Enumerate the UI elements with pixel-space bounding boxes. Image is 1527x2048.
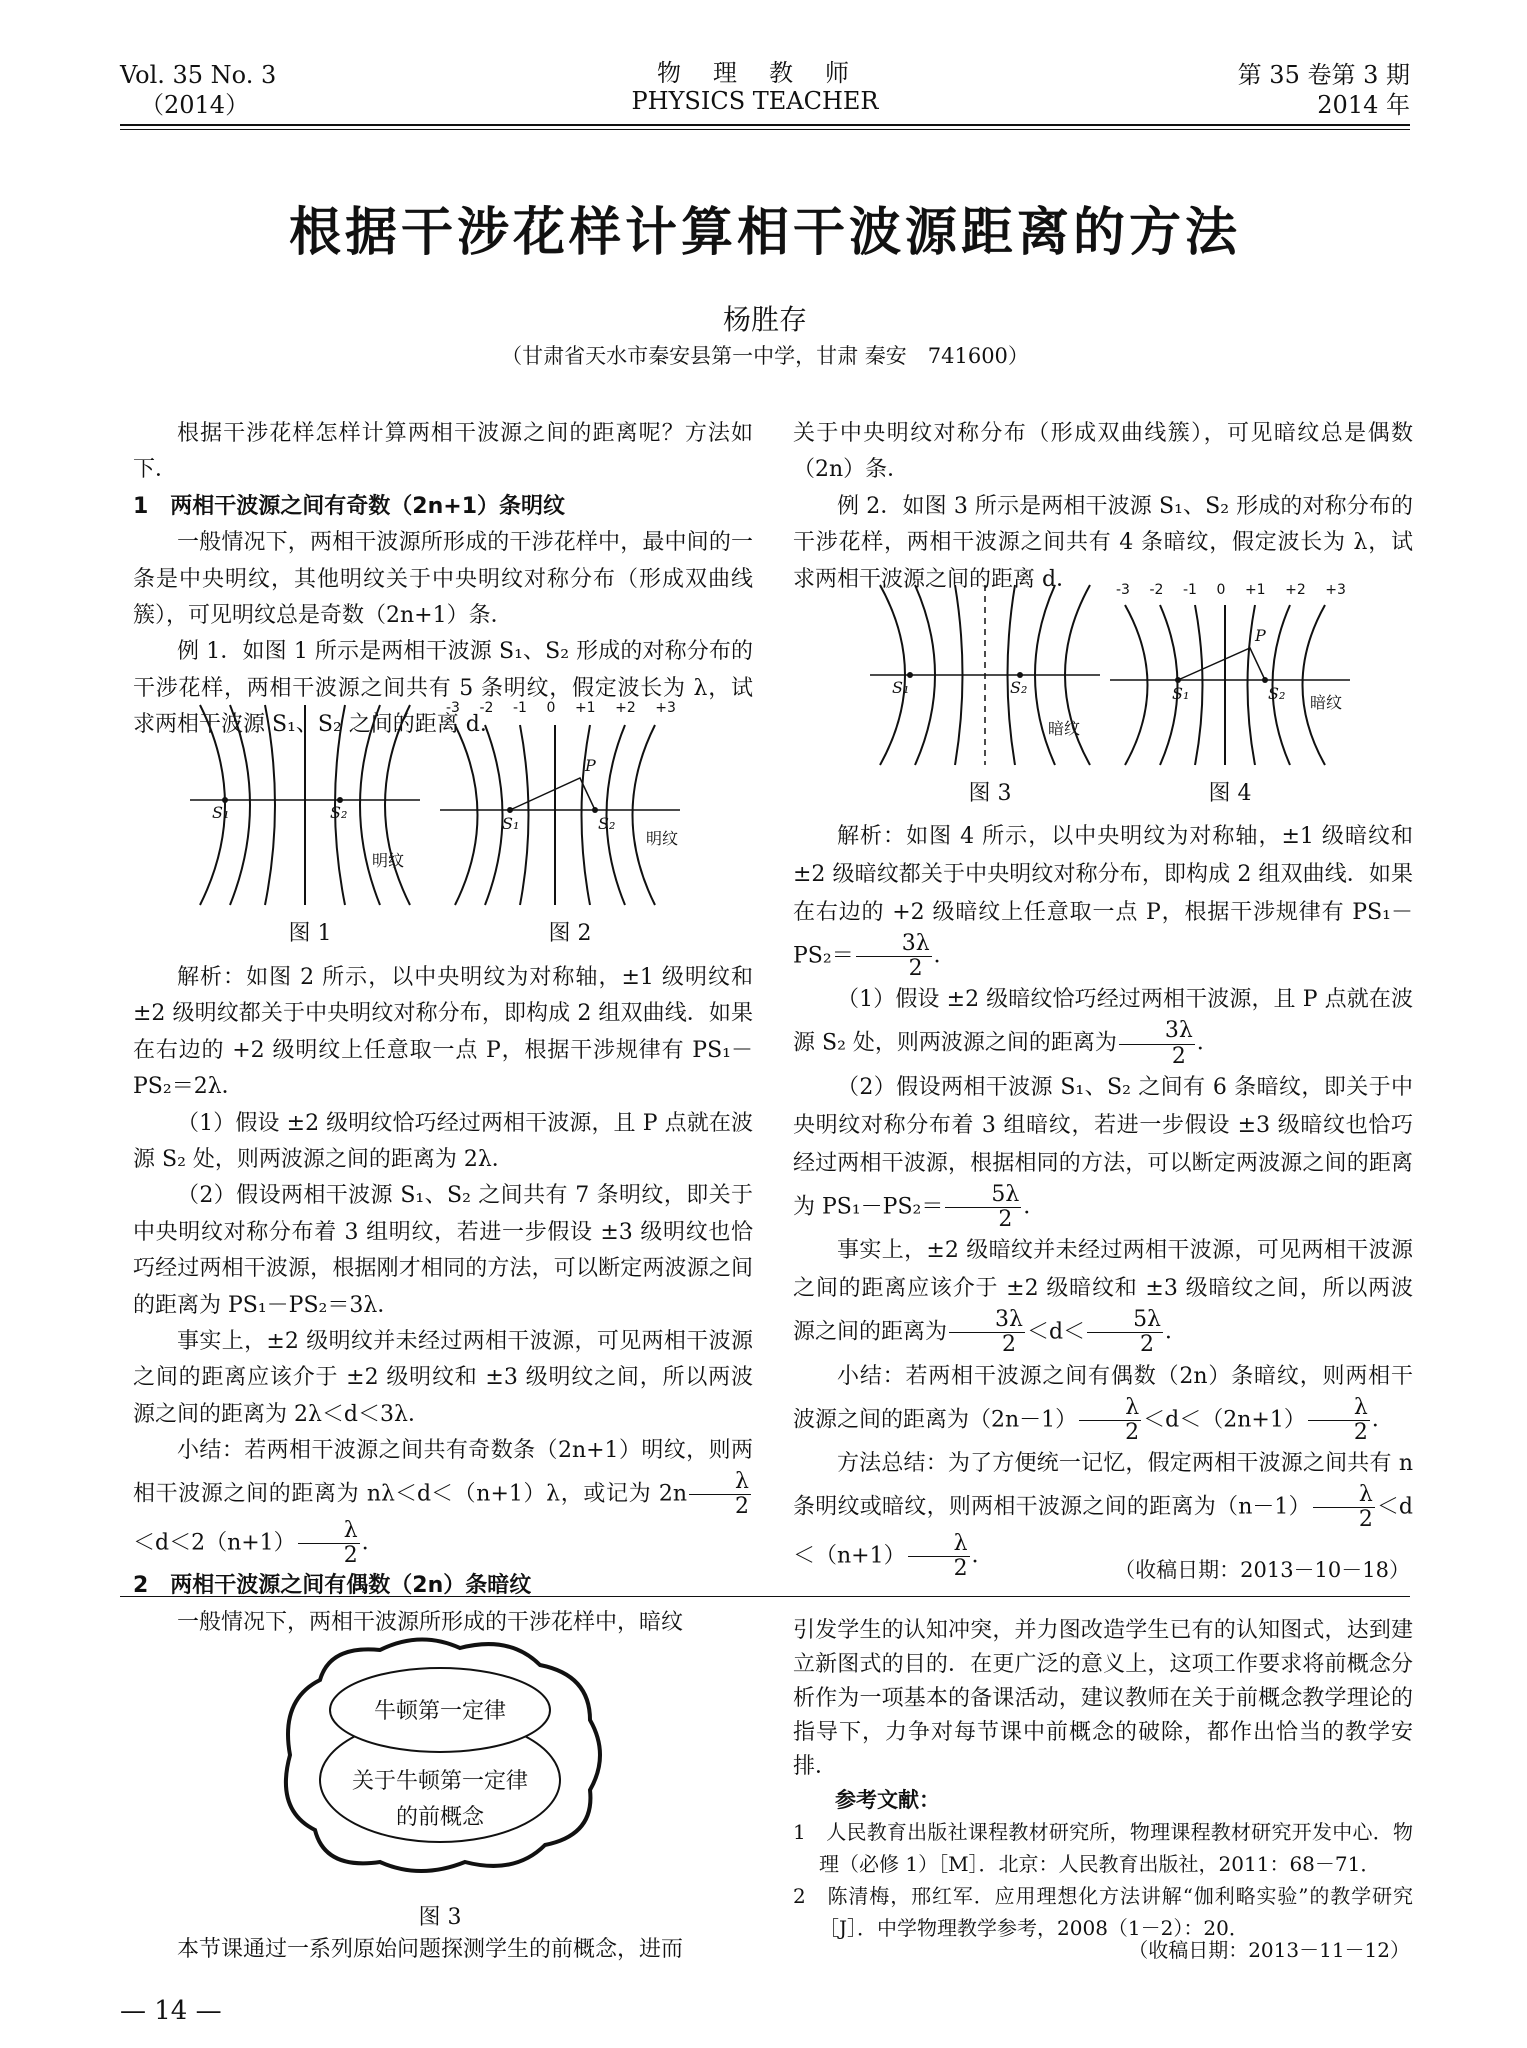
page-number: — 14 — [120, 1996, 222, 2026]
year-label: （2014） [140, 91, 250, 119]
fig2-s2-label: S₂ [598, 814, 616, 833]
year-cn-label: 2014 年 [1317, 91, 1410, 119]
numerator: 3λ [1119, 1019, 1195, 1044]
fig2-p-label: P [585, 756, 596, 775]
numerator: λ [689, 1470, 751, 1495]
order-label: 0 [1216, 582, 1226, 598]
fraction [1313, 1483, 1375, 1532]
numerator: 3λ [856, 932, 932, 957]
reference-1: 1 人民教育出版社课程教材研究所，物理课程教材研究开发中心．物理（必修 1）［M］．北京：人民教育出版社，2011：68－71． [793, 1820, 1413, 1876]
period: ． [933, 943, 956, 969]
fraction [298, 1519, 360, 1568]
denominator: 2 [1001, 1332, 1016, 1358]
fig4-s2-label: S₂ [1268, 684, 1286, 703]
figure-3-caption: 图 3 [968, 781, 1012, 806]
fraction [949, 1308, 1025, 1357]
intro-paragraph: 根据干涉花样怎样计算两相干波源之间的距离呢？方法如下． [133, 421, 753, 483]
example-1: 例 1．如图 1 所示是两相干波源 S₁、S₂ 形成的对称分布的干涉花样，两相干波源之间共有 5 条明纹，假定波长为 λ，试求两相干波源 S₁、S₂ 之间的距离 d． [133, 639, 753, 738]
numerator: 3λ [949, 1308, 1025, 1333]
reference-2: 2 陈清梅，邢红军．应用理想化方法讲解“伽利略实验”的教学研究［J］．中学物理教学参考，2008（1－2）：20． [793, 1884, 1413, 1940]
order-label: -2 [479, 700, 494, 716]
fig3-s1-label: S₁ [892, 678, 910, 697]
order-label: +1 [1244, 582, 1266, 598]
references-title: 参考文献： [835, 1788, 940, 1812]
section-2-continued: 关于中央明纹对称分布（形成双曲线簇），可见暗纹总是偶数（2n）条． [793, 421, 1413, 483]
numerator: λ [1313, 1483, 1375, 1508]
author: 杨胜存 [722, 303, 807, 336]
figure-2 [440, 720, 680, 910]
fraction [856, 932, 932, 981]
section-1-heading: 1 两相干波源之间有奇数（2n+1）条明纹 [133, 493, 566, 519]
fig2-s1-label: S₁ [502, 814, 520, 833]
analysis-2-case-1-text: （1）假设 ±2 级暗纹恰巧经过两相干波源，且 P 点就在波源 S₂ 处，则两波源之间的距离为 [793, 987, 1413, 1057]
numerator: λ [298, 1519, 360, 1544]
denominator: 2 [735, 1493, 749, 1519]
received-date-2: （收稿日期：2013－11－12） [1128, 1938, 1410, 1962]
period: ． [1371, 1407, 1394, 1433]
fig1-s2-label: S₂ [330, 803, 348, 822]
left-column-bottom [133, 960, 753, 1641]
figure-3 [870, 580, 1100, 770]
fraction [908, 1532, 970, 1581]
oval-bottom-label-2: 的前概念 [395, 1805, 484, 1830]
analysis-2 [793, 818, 1413, 981]
article-title: 根据干涉花样计算相干波源距离的方法 [288, 203, 1241, 263]
lower-left-text: 本节课通过一系列原始问题探测学生的前概念，进而 [177, 1937, 684, 1962]
period: ． [1165, 1319, 1188, 1345]
period: ． [1023, 1194, 1046, 1220]
numerator: λ [908, 1532, 970, 1557]
fig1-s1-label: S₁ [212, 803, 230, 822]
fig4-p-label: P [1255, 626, 1266, 645]
summary-2-text: 小结：若两相干波源之间有偶数（2n）条暗纹，则两相干波源之间的距离为（2n－1） [793, 1363, 1413, 1433]
preconception-diagram [270, 1630, 610, 1880]
analysis-1-case-1: （1）假设 ±2 级明纹恰巧经过两相干波源，且 P 点就在波源 S₂ 处，则两波源之间的距离为 2λ． [133, 1110, 753, 1173]
section-1-paragraph: 一般情况下，两相干波源所形成的干涉花样中，最中间的一条是中央明纹，其他明纹关于中央明纹对称分布（形成双曲线簇），可见明纹总是奇数（2n+1）条． [133, 530, 753, 629]
analysis-2-fact [793, 1232, 1413, 1357]
denominator: 2 [1140, 1332, 1155, 1358]
header-rule-thin [120, 129, 1410, 130]
lower-right-column [793, 1614, 1413, 1944]
fig2-order-labels [446, 700, 676, 716]
volume-label: Vol. 35 No. 3 [120, 61, 277, 89]
oval-top-label: 牛顿第一定律 [373, 1699, 506, 1724]
numerator: 5λ [1087, 1308, 1163, 1333]
example-2: 例 2．如图 3 所示是两相干波源 S₁、S₂ 形成的对称分布的干涉花样，两相干波源之间共有 4 条暗纹，假定波长为 λ，试求两相干波源之间的距离 d． [793, 493, 1413, 592]
analysis-1-fact: 事实上，±2 级明纹并未经过两相干波源，可见两相干波源之间的距离应该介于 ±2 级明纹和 ±3 级明纹之间，所以两波源之间的距离为 2λ＜d＜3λ． [133, 1329, 753, 1427]
summary-2 [793, 1358, 1413, 1445]
right-column-top [793, 416, 1413, 598]
order-label: +1 [574, 700, 596, 716]
period: ． [971, 1543, 994, 1569]
numerator: λ [1308, 1396, 1370, 1421]
method-summary-text: 方法总结：为了方便统一记忆，假定两相干波源之间共有 n 条明纹或暗纹，则两相干波源之间的距离为（n－1） [793, 1450, 1413, 1520]
summary-1 [133, 1433, 753, 1568]
left-column-top [133, 416, 753, 744]
inequality: ＜d＜ [1026, 1319, 1086, 1345]
analysis-2-case-2 [793, 1069, 1413, 1232]
right-column-bottom [793, 818, 1413, 1582]
summary-1-end: ． [361, 1530, 384, 1556]
journal-name-cn: 物 理 教 师 [657, 59, 853, 87]
figure-1-caption: 图 1 [288, 921, 332, 946]
fraction [1308, 1396, 1370, 1445]
summary-2-mid: ＜d＜（2n+1） [1143, 1407, 1306, 1433]
section-2-heading: 2 两相干波源之间有偶数（2n）条暗纹 [133, 1573, 532, 1599]
order-label: -3 [1116, 582, 1130, 598]
analysis-1-case-2: （2）假设两相干波源 S₁、S₂ 之间共有 7 条明纹，即关于中央明纹对称分布着 3 组明纹，若进一步假设 ±3 级明纹也恰巧经过两相干波源，根据刚才相同的方法，可以断定两波源之间的距离为 PS₁－PS₂＝3λ． [133, 1183, 753, 1318]
analysis-2-case-2-text: （2）假设两相干波源 S₁、S₂ 之间有 6 条暗纹，即关于中央明纹对称分布着 3 组暗纹，若进一步假设 ±3 级暗纹也恰巧经过两相干波源，根据相同的方法，可以断定两波源之间的距离为 PS₁－PS₂＝ [793, 1074, 1413, 1220]
fig2-bright-label: 明纹 [646, 829, 679, 848]
denominator: 2 [908, 956, 923, 982]
denominator: 2 [1353, 1419, 1368, 1445]
journal-name-en: PHYSICS TEACHER [631, 87, 879, 115]
fig3-dark-label: 暗纹 [1048, 719, 1081, 738]
denominator: 2 [1171, 1043, 1186, 1069]
fraction [945, 1183, 1021, 1232]
fig3-s2-label: S₂ [1010, 678, 1028, 697]
fig4-order-labels [1116, 582, 1346, 598]
affiliation: （甘肃省天水市秦安县第一中学，甘肃 秦安 741600） [501, 344, 1029, 368]
method-summary-mid: ＜d＜（n+1） [793, 1494, 1413, 1569]
fraction [1119, 1019, 1195, 1068]
fraction [1079, 1396, 1141, 1445]
numerator: λ [1079, 1396, 1141, 1421]
denominator: 2 [1125, 1419, 1140, 1445]
fig1-bright-label: 明纹 [372, 851, 405, 870]
order-label: -2 [1149, 582, 1164, 598]
figure-3b-caption: 图 3 [418, 1905, 462, 1930]
summary-1-text: 小结：若两相干波源之间共有奇数条（2n+1）明纹，则两相干波源之间的距离为 nλ＜d＜（n+1）λ，或记为 2n [133, 1438, 753, 1507]
period: ． [1196, 1031, 1219, 1057]
order-label: +2 [615, 700, 636, 716]
figure-4-caption: 图 4 [1208, 781, 1252, 806]
fig4-dark-label: 暗纹 [1310, 693, 1343, 712]
issue-label: 第 35 卷第 3 期 [1237, 61, 1410, 89]
order-label: -1 [1183, 582, 1197, 598]
fig4-s1-label: S₁ [1172, 684, 1190, 703]
figure-4 [1110, 600, 1350, 770]
analysis-2-case-1 [793, 981, 1413, 1068]
section-2-paragraph: 一般情况下，两相干波源所形成的干涉花样中，暗纹 [177, 1609, 684, 1635]
order-label: -3 [446, 700, 460, 716]
denominator: 2 [1358, 1507, 1373, 1533]
fraction [689, 1470, 751, 1519]
analysis-2-text: 解析：如图 4 所示，以中央明纹为对称轴，±1 级暗纹和 ±2 级暗纹都关于中央明纹对称分布，即构成 2 组双曲线．如果在右边的 +2 级暗纹上任意取一点 P，根据干涉规律有 PS₁－PS₂＝ [793, 824, 1413, 969]
order-label: -1 [513, 700, 527, 716]
analysis-2-fact-text: 事实上，±2 级暗纹并未经过两相干波源，可见两相干波源之间的距离应该介于 ±2 级暗纹和 ±3 级暗纹之间，所以两波源之间的距离为 [793, 1238, 1413, 1345]
lower-right-paragraph: 引发学生的认知冲突，并力图改造学生已有的认知图式，达到建立新图式的目的．在更广泛的意义上，这项工作要求将前概念分析作为一项基本的备课活动，建议教师在关于前概念教学理论的指导下，力争对每节课中前概念的破除，都作出恰当的教学安排． [793, 1618, 1413, 1779]
denominator: 2 [953, 1556, 968, 1582]
article-separator [120, 1596, 1410, 1597]
received-date-1: （收稿日期：2013－10－18） [1114, 1558, 1410, 1582]
analysis-1: 解析：如图 2 所示，以中央明纹为对称轴，±1 级明纹和±2 级明纹都关于中央明纹对称分布，即构成 2 组双曲线．如果在右边的 +2 级明纹上任意取一点 P，根据干涉规律有 PS₁－PS₂＝2λ． [133, 965, 753, 1100]
denominator: 2 [343, 1543, 358, 1569]
numerator: 5λ [945, 1183, 1021, 1208]
order-label: +3 [655, 700, 676, 716]
header-rule [120, 124, 1410, 126]
oval-bottom-label-1: 关于牛顿第一定律 [351, 1769, 528, 1794]
order-label: +2 [1285, 582, 1306, 598]
summary-1-mid: ＜d＜2（n+1） [133, 1530, 296, 1556]
denominator: 2 [998, 1206, 1013, 1232]
fraction [1087, 1308, 1163, 1357]
figure-2-caption: 图 2 [548, 921, 592, 946]
order-label: 0 [546, 700, 556, 716]
order-label: +3 [1325, 582, 1346, 598]
